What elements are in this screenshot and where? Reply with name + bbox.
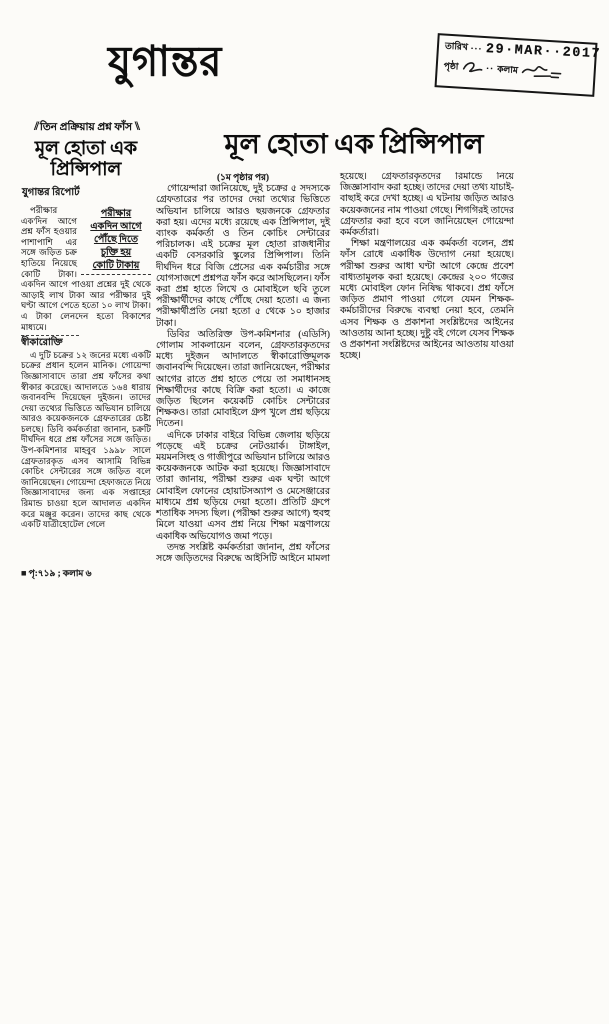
- stamp-page-row: [443, 58, 589, 83]
- main-article-headline: মূল হোতা এক প্রিন্সিপাল: [224, 129, 484, 159]
- pullquote-line: চুক্তি হয়: [100, 247, 132, 258]
- stamp-date-label: তারিখ: [444, 40, 469, 53]
- newspaper-masthead: যুগান্তর: [108, 37, 223, 86]
- sidebar-byline: যুগান্তর রিপোর্ট: [22, 187, 80, 198]
- pullquote-line: একদিন আগে: [90, 221, 142, 232]
- sidebar-paragraph-lead: পরীক্ষার এক'দিন আগে প্রশ্ন ফাঁস হওয়ার পাশাপাশি এর সঙ্গে জড়িত চক্র হাতিয়ে নিয়েছে কোটি টাকা। একদিন আগে পাওয়া প্রশ্নের দুই থেকে আড়াই লাখ টাকা আর পরীক্ষার দুই ঘণ্টা আগে পেতে হতো ১০ লাখ টাকা। এ টাকা লেনদেন হতো বিকাশের মাধ্যমে।: [21, 205, 151, 332]
- sidebar-body: [21, 205, 151, 557]
- handwritten-page-number: [461, 60, 484, 75]
- main-article-columns: [156, 172, 514, 576]
- stamp-column-label: কলাম: [497, 63, 519, 75]
- sidebar-kicker: [21, 118, 151, 137]
- main-article-text: [156, 172, 514, 576]
- main-article: [156, 124, 514, 576]
- sidebar-page-reference: ■ পৃ:৭১৯ ; কলাম ৬: [21, 568, 92, 578]
- stamp-dots: ···: [470, 42, 484, 54]
- article-paragraph: তদন্ত সংশ্লিষ্ট কর্মকর্তারা জানান, প্রশ্ন ফাঁসের সঙ্গে জড়িতদের বিরুদ্ধে আইসিটি আইনে মামলা হয়েছে। গ্রেফতারকৃতদের রিমান্ডে নিয়ে জিজ্ঞাসাবাদ করা হচ্ছে। তাদের দেয়া তথ্য যাচাই-বাছাই করে দেখা হচ্ছে। এ ঘটনায় জড়িত আরও কয়েকজনের নাম পাওয়া গেছে। শিগগিরই তাদের গ্রেফতার করা হবে বলে জানিয়েছেন গোয়েন্দা কর্মকর্তারা।: [156, 172, 514, 564]
- pullquote-line: পরীক্ষার: [100, 208, 132, 219]
- signature-mark: [520, 62, 563, 81]
- article-paragraph: শিক্ষা মন্ত্রণালয়ের এক কর্মকর্তা বলেন, প্রশ্ন ফাঁস রোধে একাধিক উদ্যোগ নেয়া হয়েছে। পরীক্ষা শুরুর আধা ঘণ্টা আগে কেন্দ্রে প্রবেশ বাধ্যতামূলক করা হয়েছে। কেন্দ্রের ২০০ গজের মধ্যে মোবাইল ফোন নিষিদ্ধ থাকবে। প্রশ্ন ফাঁসে জড়িত প্রমাণ পাওয়া গেলে যেমন শিক্ষক-কর্মচারীদের বিরুদ্ধে ব্যবস্থা নেয়া হবে, তেমনি এসব শিক্ষক ও প্রকাশনা সংশ্লিষ্টদের আইনের আওতায় আনা হচ্ছে। দুষ্টু বই গেলে যেসব শিক্ষক ও প্রকাশনা সংশ্লিষ্টদের আইনের আওতায় যাওয়া হচ্ছে।: [340, 239, 514, 362]
- article-paragraph: এদিকে ঢাকার বাইরে বিভিন্ন জেলায় ছড়িয়ে পড়েছে এই চক্রের নেটওয়ার্ক। টাঙ্গাইল, ময়মনসিংহ ও গাজীপুরে অভিযান চালিয়ে আরও কয়েকজনকে আটক করা হয়েছে। জিজ্ঞাসাবাদে তারা জানায়, পরীক্ষা শুরুর এক ঘণ্টা আগে মোবাইল ফোনের হোয়াটসঅ্যাপ ও মেসেঞ্জারের মাধ্যমে প্রশ্ন ছড়িয়ে দেয়া হতো। প্রতিটি গ্রুপে শতাধিক সদস্য ছিল। (পরীক্ষা শুরুর আগে) হুবহু মিলে যাওয়া এসব প্রশ্ন নিয়ে শিক্ষা মন্ত্রণালয়ে একাধিক অভিযোগও জমা পড়ে।: [156, 430, 330, 542]
- pullquote-line: কোটি টাকায়: [92, 260, 140, 271]
- sidebar-article: [21, 118, 151, 578]
- pullquote-line: পৌঁছে দিতে: [93, 234, 139, 245]
- sidebar-kicker-text: তিন প্রক্রিয়ায় প্রশ্ন ফাঁস: [39, 122, 133, 133]
- stamp-page-label: পৃষ্ঠা: [443, 60, 459, 71]
- article-paragraph: ডিবির অতিরিক্ত উপ-কমিশনার (এডিসি) গোলাম সাকলায়েন বলেন, গ্রেফতারকৃতদের মধ্যে দুইজন আদালতে স্বীকারোক্তিমূলক জবানবন্দি দিয়েছেন। তারা জানিয়েছেন, পরীক্ষার আগের রাতে প্রশ্ন হাতে পেয়ে তা সমাধানসহ শিক্ষার্থীদের কাছে বিক্রি করা হতো। এ কাজে জড়িত ছিলেন কয়েকটি কোচিং সেন্টারের শিক্ষকও। তারা মোবাইলে গ্রুপ খুলে প্রশ্ন ছড়িয়ে দিতেন।: [156, 329, 330, 430]
- kicker-open-slashes: //: [34, 118, 38, 133]
- article-paragraph: গোয়েন্দারা জানিয়েছে, দুই চক্রের ৫ সদস্যকে গ্রেফতারের পর তাদের দেয়া তথ্যের ভিত্তিতে অভিযান চালিয়ে আরও ছয়জনকে গ্রেফতার করা হয়। এদের মধ্যে রয়েছে এক প্রিন্সিপাল, দুই ব্যাংক কর্মকর্তা ও তিন কোচিং সেন্টারের পরিচালক। এই চক্রের মূল হোতা রাজধানীর একটি বেসরকারি স্কুলের প্রিন্সিপাল। তিনি দীর্ঘদিন ধরে বিজি প্রেসের এক কর্মচারীর সঙ্গে যোগসাজশে প্রশ্নপত্র ফাঁস করে আসছিলেন। ফাঁস করা প্রশ্ন হাতে লিখে ও মোবাইলে ছবি তুলে পরীক্ষার্থীদের কাছে পৌঁছে দেয়া হতো। এ জন্য পরীক্ষার্থীপ্রতি নেয়া হতো ৫ থেকে ১০ হাজার টাকা।: [156, 184, 330, 329]
- stamp-dots: ··: [486, 63, 495, 74]
- continued-from-note: (১ম পৃষ্ঠার পর): [217, 172, 269, 182]
- kicker-close-slashes: \\: [134, 118, 138, 133]
- stamp-date-value: 29·MAR··2017: [485, 42, 602, 63]
- sidebar-subhead: স্বীকারোক্তি: [21, 335, 79, 349]
- sidebar-headline: মূল হোতা এক প্রিন্সিপাল: [34, 139, 138, 180]
- sidebar-paragraph-rest: এ দুটি চক্রের ১২ জনের মধ্যে একটি চক্রের প্রধান হলেন মানিক। গোয়েন্দা জিজ্ঞাসাবাদে তারা প্রশ্ন ফাঁসের কথা স্বীকার করেছে। আদালতে ১৬৪ ধারায় জবানবন্দি দিয়েছেন দুইজন। তাদের দেয়া তথ্যের ভিত্তিতে অভিযান চালিয়ে আরও কয়েকজনকে গ্রেফতারের চেষ্টা চলছে। ডিবি কর্মকর্তারা জানান, চক্রটি দীর্ঘদিন ধরে প্রশ্ন ফাঁসের সঙ্গে জড়িত। উপ-কমিশনার মাহবুব ১৯৯৮ সালে গ্রেফতারকৃত এসব আসামি বিভিন্ন কোচিং সেন্টারের সঙ্গে জড়িত বলে জানিয়েছেন। গোয়েন্দা হেফাজতে নিয়ে জিজ্ঞাসাবাদের জন্য এক সপ্তাহের রিমান্ড চাওয়া হলে আদালত একদিন করে মঞ্জুর করেন। তাদের কাছ থেকে একটি যাত্রীহোটেল গেলে: [21, 349, 151, 530]
- library-date-stamp: [435, 33, 602, 97]
- pullquote-box: [81, 207, 151, 275]
